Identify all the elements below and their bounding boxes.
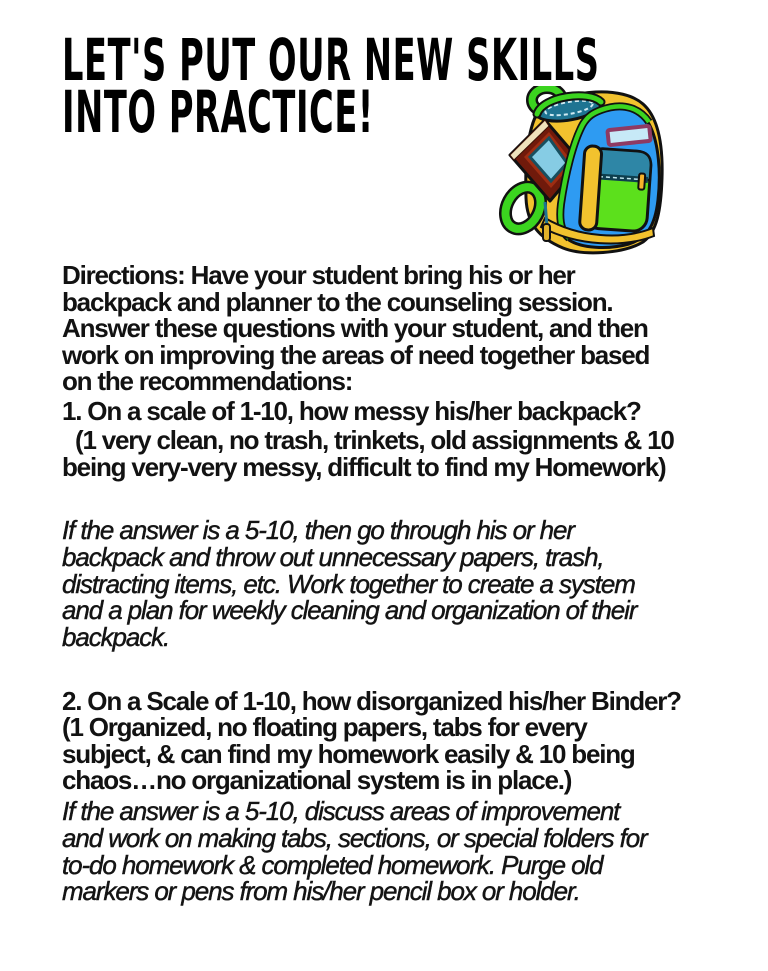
advice-line: markers or pens from his/her pencil box or holder. [62,876,580,907]
worksheet-content [62,262,762,905]
directions-paragraph [62,262,762,395]
question2-line: chaos…no organizational system is in place.) [62,765,572,796]
advice-line: backpack and throw out unnecessary papers, trash, [62,541,604,572]
advice-line: If the answer is a 5-10, then go through his or her [62,515,574,545]
scale-note-line: (1 very clean, no trash, trinkets, old assignments & 10 [75,425,674,455]
question1-scale-note [62,427,762,480]
page-title-line2: INTO PRACTICE! [62,78,374,146]
question2-line: (1 Organized, no floating papers, tabs for every [62,712,587,743]
page-title-line1: LET'S PUT OUR NEW SKILLS [62,26,600,94]
directions-line: Directions: Have your student bring his or her [62,260,575,290]
question1-advice [62,517,762,651]
advice-line: to-do homework & completed homework. Purge old [62,849,603,880]
scale-note-line: being very-very messy, difficult to find my Homework) [62,451,666,482]
name-label [607,126,650,145]
backpack-illustration [483,86,693,258]
directions-line: backpack and planner to the counseling session. [62,286,613,317]
question2-line: subject, & can find my homework easily & 10 being [62,738,635,769]
question1-heading: 1. On a scale of 1-10, how messy his/her backpack? [62,395,641,426]
question2-advice [62,795,762,907]
advice-line: distracting items, etc. Work together to create a system [62,568,635,599]
question2-line: 2. On a Scale of 1-10, how disorganized his/her Binder? [62,685,681,716]
backpack-icon [483,86,693,256]
advice-line: If the answer is a 5-10, discuss areas of improvement [62,795,620,826]
question2-heading [62,685,762,796]
directions-line: on the recommendations: [62,366,353,396]
advice-line: and work on making tabs, sections, or special folders for [62,822,647,853]
front-pocket [579,146,652,234]
advice-line: backpack. [62,622,170,653]
directions-line: Answer these questions with your student, and then [62,313,648,343]
directions-line: work on improving the areas of need together based [62,339,650,370]
advice-line: and a plan for weekly cleaning and organization of their [62,595,637,626]
pocket-zipper-pull [638,173,645,189]
